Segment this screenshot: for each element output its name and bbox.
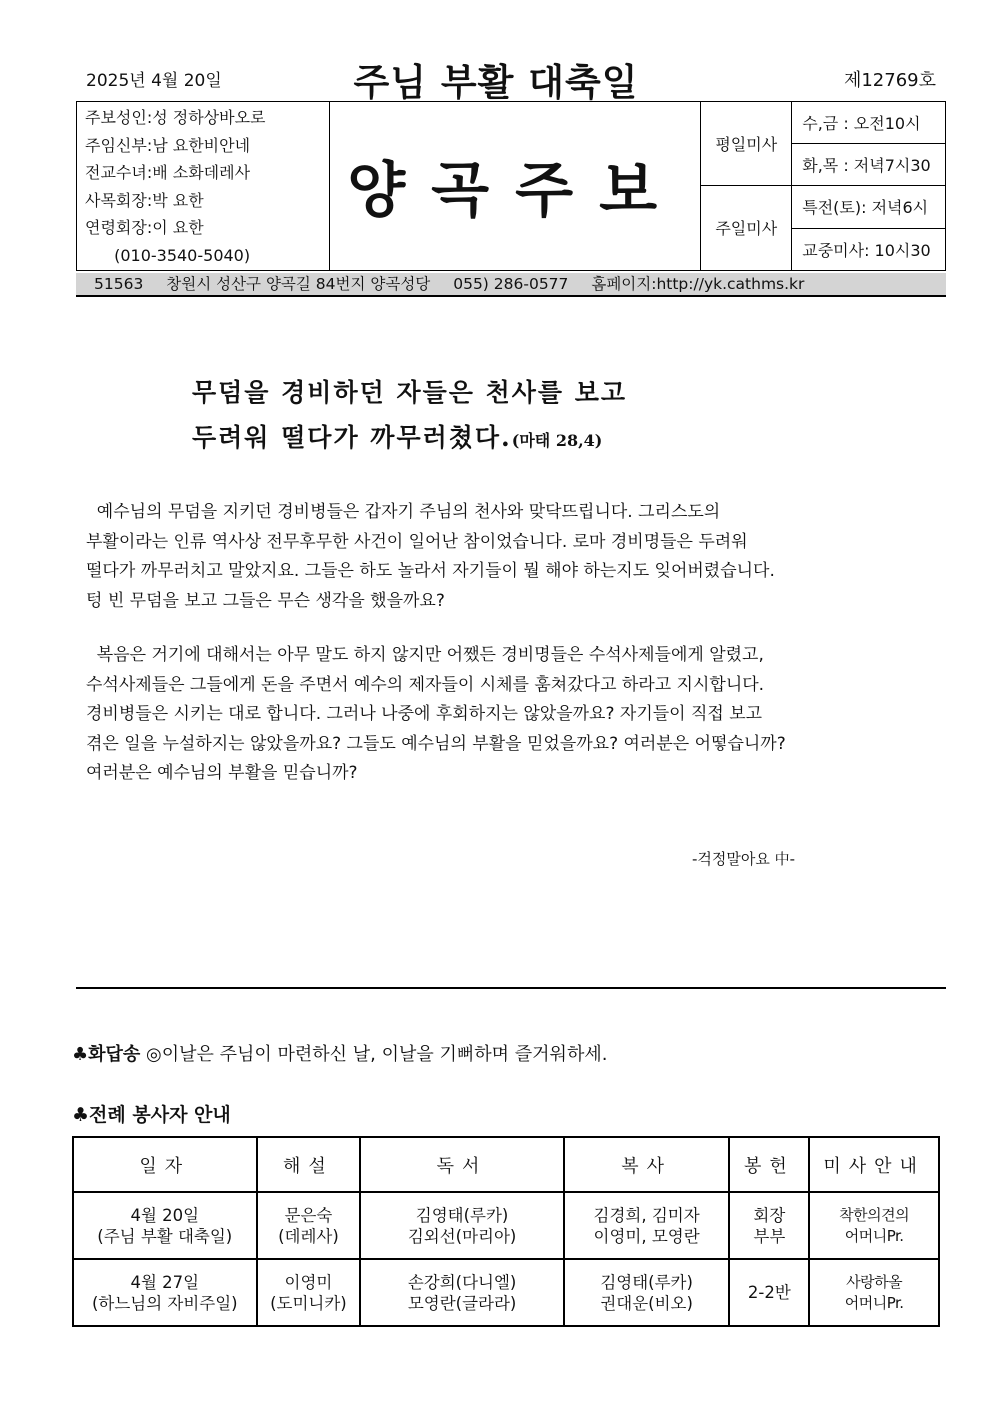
guide-cell [809,1192,939,1259]
issue-number: 제12769호 [843,70,936,91]
homepage-link[interactable]: 홈페이지:http://yk.cathms.kr [591,275,805,293]
cell-line: 모영란(글라라) [407,1293,517,1313]
psalm-label: ♣화답송 [72,1044,141,1065]
address-bar [76,273,946,297]
bulletin-logo: 양곡주보 [330,102,701,271]
table-row [73,1192,939,1259]
cell-line: 김영태(루카) [600,1272,693,1292]
date-cell [73,1259,257,1326]
guide-cell [809,1259,939,1326]
reflection-source: -걱정말아요 中- [692,850,796,868]
text-line: 겪은 일을 누설하지는 않았을까요? 그들도 예수님의 부활을 믿었을까요? 여러분은 어떻습니까? [86,733,786,754]
staff-item: 주임신부:남 요한비안네 [85,135,251,155]
text-line: 떨다가 까무러치고 말았지요. 그들은 하도 놀라서 자기들이 뭘 해야 하는지도 잊어버렸습니다. [86,561,775,581]
table-row [73,1259,939,1326]
offering-cell [729,1192,809,1259]
cell-line: 어머니Pr. [844,1226,904,1245]
cell-line: 회장 [753,1205,786,1225]
cell-line: 2-2반 [747,1283,791,1302]
divider [76,987,946,989]
page-title: 주님 부활 대축일 [353,61,639,104]
cell-line: 사랑하올 [846,1272,903,1291]
cell-line: 손강희(다니엘) [407,1272,517,1292]
text-line: 복음은 거기에 대해서는 아무 말도 하지 않지만 어쨌든 경비명들은 수석사제들에게 알렸고, [86,645,764,665]
street-address: 창원시 성산구 양곡길 84번지 양곡성당 [166,275,431,293]
server-cell [564,1192,730,1259]
mass-time: 교중미사: 10시30 [792,228,946,270]
psalm-text: ◎이날은 주님이 마련하신 날, 이날을 기뻐하며 즐거워하세. [140,1044,608,1065]
reflection-paragraph-1 [86,498,926,616]
weekday-mass-label: 평일미사 [701,102,792,186]
column-header: 독서 [360,1137,563,1192]
cell-line: 어머니Pr. [844,1293,904,1312]
table-header-row [73,1137,939,1192]
text-line: 경비병들은 시키는 대로 합니다. 그러나 나중에 후회하지는 않았을까요? 자기들이 직접 보고 [86,704,763,724]
mass-time: 화,목 : 저녁7시30 [792,144,946,186]
responsorial-psalm [72,1040,607,1066]
server-cell [564,1259,730,1326]
text-line: 수석사제들은 그들에게 돈을 주면서 예수의 제자들이 시체를 훔쳐갔다고 하라고 지시합니다. [86,674,765,695]
column-header: 일자 [73,1137,257,1192]
mass-time: 수,금 : 오전10시 [792,102,946,144]
date-cell [73,1192,257,1259]
staff-item: 연령회장:이 요한 [85,218,204,238]
commentator-cell [257,1259,361,1326]
quote-text: 두려워 떨다가 까무러쳤다. [192,423,512,452]
cell-line: 김경희, 김미자 [593,1205,700,1225]
column-header: 미사안내 [809,1137,939,1192]
cell-line: 김외선(마리아) [407,1226,517,1246]
zip-code: 51563 [94,275,144,293]
bulletin-date: 2025년 4월 20일 [86,71,222,91]
header-box [76,101,946,271]
reader-cell [360,1259,563,1326]
phone-number: 055) 286-0577 [453,275,569,293]
cell-line: (하느님의 자비주일) [91,1293,238,1313]
cell-line: 권대운(비오) [600,1293,693,1313]
cell-line: 문은숙 [284,1205,333,1225]
quote-reference: (마태 28,4) [511,431,603,450]
column-header: 해설 [257,1137,361,1192]
mass-time: 특전(토): 저녁6시 [792,186,946,229]
reader-cell [360,1192,563,1259]
reflection-paragraph-2 [86,641,926,789]
text-line: 예수님의 무덤을 지키던 경비병들은 갑자기 주님의 천사와 맞닥뜨립니다. 그리스도의 [86,502,721,522]
cell-line: 이영미, 모영란 [593,1226,700,1246]
offering-cell [729,1259,809,1326]
text-line: 여러분은 예수님의 부활을 믿습니까? [86,763,358,783]
scripture-quote-line1: 무덤을 경비하던 자들은 천사를 보고 [192,378,628,407]
section-title: ♣전례 봉사자 안내 [72,1104,231,1126]
column-header: 봉헌 [729,1137,809,1192]
column-header: 복사 [564,1137,730,1192]
text-line: 부활이라는 인류 역사상 전무후무한 사건이 일어난 참이었습니다. 로마 경비명들은 두려워 [86,531,748,552]
cell-line: 4월 27일 [130,1272,200,1292]
staff-item: 주보성인:성 정하상바오로 [85,108,266,127]
cell-line: (주님 부활 대축일) [97,1226,233,1246]
cell-line: 4월 20일 [130,1205,200,1225]
cell-line: 이영미 [284,1272,333,1292]
staff-list [77,102,330,271]
staff-item: 사목회장:박 요한 [85,190,204,210]
cell-line: 착한의견의 [839,1205,910,1224]
commentator-cell [257,1192,361,1259]
cell-line: 김영태(루카) [415,1205,509,1225]
scripture-quote-line2 [192,418,602,454]
text-line: 텅 빈 무덤을 보고 그들은 무슨 생각을 했을까요? [86,590,445,611]
cell-line: (데레사) [278,1226,339,1246]
ministry-schedule-table [72,1136,940,1327]
cell-line: 부부 [753,1226,786,1246]
cell-line: (도미니카) [270,1293,347,1313]
staff-item: 전교수녀:배 소화데레사 [85,163,251,183]
staff-phone: (010-3540-5040) [109,245,251,265]
sunday-mass-label: 주일미사 [701,186,792,271]
